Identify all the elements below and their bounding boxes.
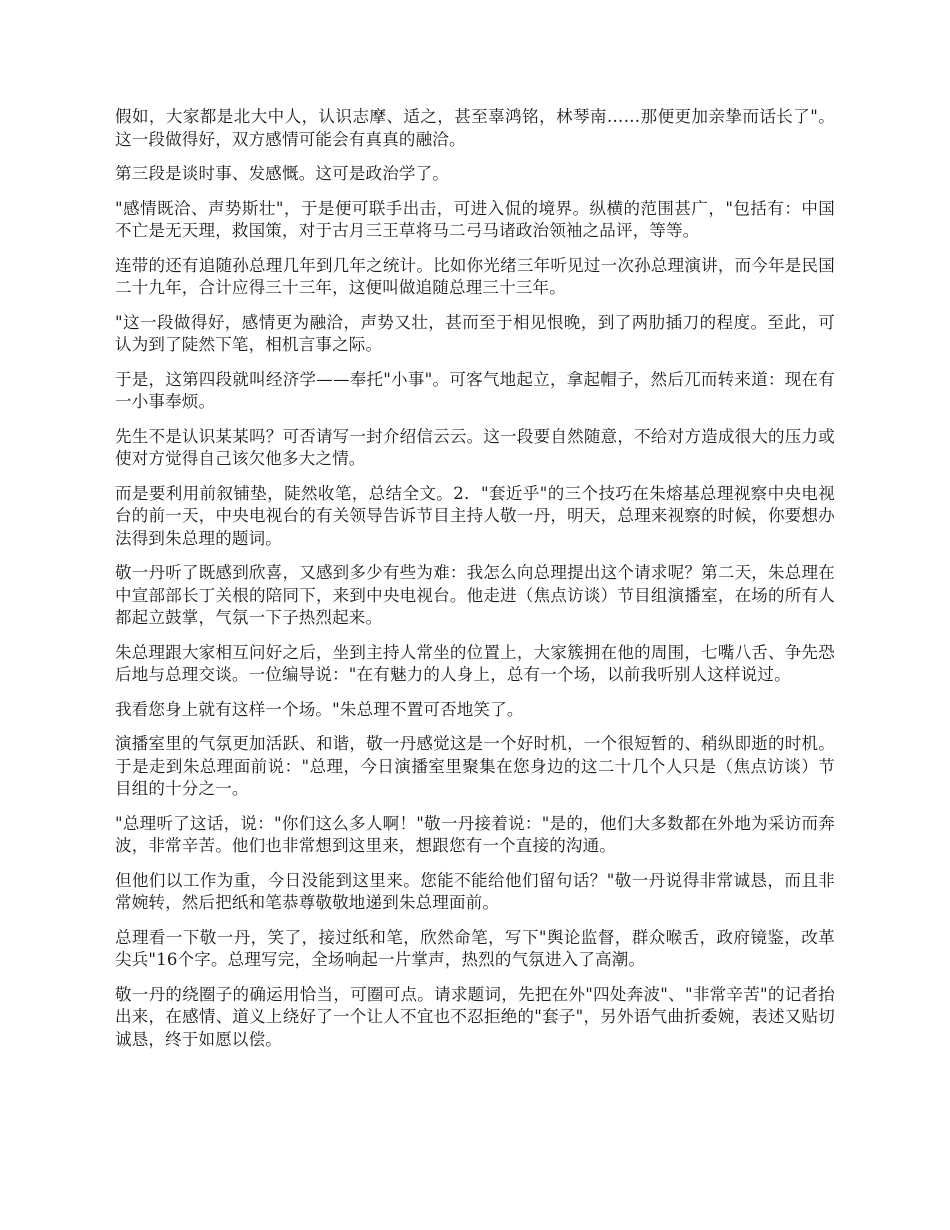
paragraph-11: 我看您身上就有这样一个场。"朱总理不置可否地笑了。 bbox=[115, 699, 524, 719]
paragraph-13: "总理听了这话，说："你们这么多人啊！"敬一丹接着说："是的，他们大多数都在外地为采访而奔波，非常辛苦。他们也非常想到这里来，想跟您有一个直接的沟通。 bbox=[115, 813, 835, 855]
paragraph-7: 先生不是认识某某吗？可否请写一封介绍信云云。这一段要自然随意，不给对方造成很大的压力或使对方觉得自己该欠他多大之情。 bbox=[115, 426, 835, 468]
paragraph-4: 连带的还有追随孙总理几年到几年之统计。比如你光绪三年听见过一次孙总理演讲，而今年是民国二十九年，合计应得三十三年，这便叫做追随总理三十三年。 bbox=[115, 255, 835, 297]
paragraph-6: 于是，这第四段就叫经济学——奉托"小事"。可客气地起立，拿起帽子，然后兀而转来道：现在有一小事奉烦。 bbox=[115, 369, 835, 411]
paragraph-3: "感情既洽、声势斯壮"，于是便可联手出击，可进入侃的境界。纵横的范围甚广，"包括有：中国不亡是无天理，救国策，对于古月三王草将马二弓马诸政治领袖之品评，等等。 bbox=[115, 198, 835, 240]
paragraph-12: 演播室里的气氛更加活跃、和谐，敬一丹感觉这是一个好时机，一个很短暂的、稍纵即逝的时机。于是走到朱总理面前说："总理，今日演播室里聚集在您身边的这二十几个人只是（焦点访谈）节目组的十分之一。 bbox=[115, 734, 835, 798]
paragraph-10: 朱总理跟大家相互问好之后，坐到主持人常坐的位置上，大家簇拥在他的周围，七嘴八舌、争先恐后地与总理交谈。一位编导说："在有魅力的人身上，总有一个场，以前我听别人这样说过。 bbox=[115, 642, 835, 684]
paragraph-2: 第三段是谈时事、发感慨。这可是政治学了。 bbox=[115, 164, 449, 183]
paragraph-15: 总理看一下敬一丹，笑了，接过纸和笔，欣然命笔，写下"舆论监督，群众喉舌，政府镜鉴，改革尖兵"16个字。总理写完，全场响起一片掌声，热烈的气氛进入了高潮。 bbox=[115, 927, 835, 969]
paragraph-14: 但他们以工作为重，今日没能到这里来。您能不能给他们留句话？"敬一丹说得非常诚恳，而且非常婉转，然后把纸和笔恭尊敬敬地递到朱总理面前。 bbox=[115, 870, 835, 912]
paragraph-8: 而是要利用前叙铺垫，陡然收笔，总结全文。2．"套近乎"的三个技巧在朱熔基总理视察中央电视台的前一天，中央电视台的有关领导告诉节目主持人敬一丹，明天，总理来视察的时候，你要想办法得到朱总理的题词。 bbox=[115, 483, 835, 548]
document-body bbox=[115, 106, 835, 1063]
paragraph-9: 敬一丹听了既感到欣喜，又感到多少有些为难：我怎么向总理提出这个请求呢？第二天，朱总理在中宣部部长丁关根的陪同下，来到中央电视台。他走进（焦点访谈）节目组演播室，在场的所有人都起立鼓掌，气氛一下子热烈起来。 bbox=[115, 563, 835, 627]
paragraph-1: 假如，大家都是北大中人，认识志摩、适之，甚至辜鸿铭，林琴南……那便更加亲挚而话长了"。这一段做得好，双方感情可能会有真真的融洽。 bbox=[115, 107, 835, 149]
paragraph-16: 敬一丹的绕圈子的确运用恰当，可圈可点。请求题词，先把在外"四处奔波"、"非常辛苦"的记者抬出来，在感情、道义上绕好了一个让人不宜也不忍拒绝的"套子"，另外语气曲折委婉，表述又贴切诚恳，终于如愿以偿。 bbox=[115, 984, 835, 1049]
paragraph-5: "这一段做得好，感情更为融洽，声势又壮，甚而至于相见恨晚，到了两肋插刀的程度。至此，可认为到了陡然下笔，相机言事之际。 bbox=[115, 312, 835, 354]
